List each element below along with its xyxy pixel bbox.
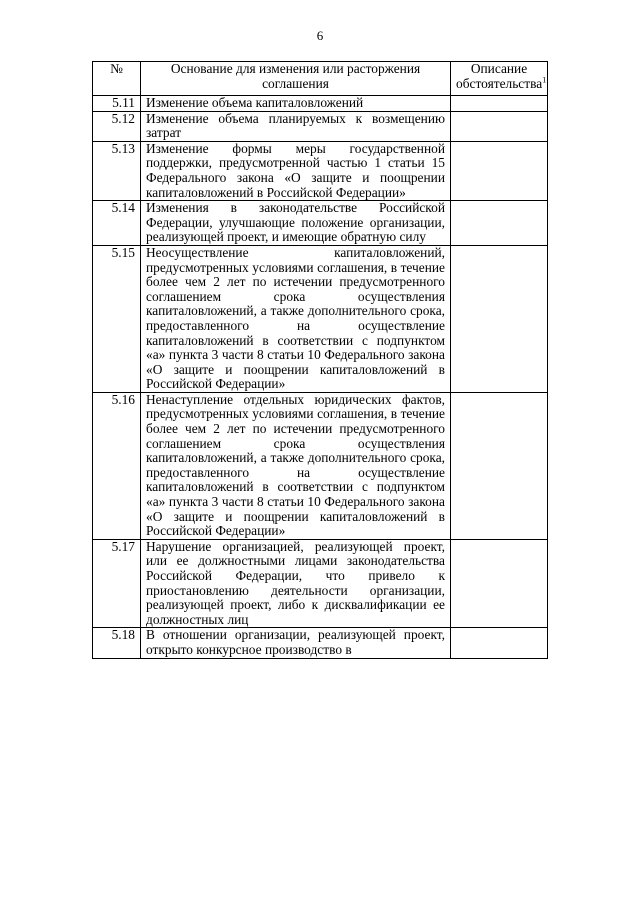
header-basis: Основание для изменения или расторжения соглашения	[141, 62, 451, 96]
row-description	[451, 392, 548, 539]
row-description	[451, 141, 548, 200]
row-number: 5.17	[93, 539, 141, 628]
table-row	[93, 96, 548, 112]
table-row	[93, 141, 548, 200]
table-row	[93, 539, 548, 628]
row-basis: В отношении организации, реализующей проект, открыто конкурсное производство в	[141, 628, 451, 658]
footnote-marker: 1	[542, 75, 547, 85]
row-number: 5.18	[93, 628, 141, 658]
page-number: 6	[316, 28, 324, 43]
row-number: 5.13	[93, 141, 141, 200]
table-row	[93, 392, 548, 539]
row-basis: Неосуществление капиталовложений, предусмотренных условиями соглашения, в течение более чем 2 лет по истечении предусмотренного соглашением срока осуществления капиталовложений, а также дополнительного срока, предоставленного на осуществление капиталовложений в соответствии с подпунктом «а» пункта 3 части 8 статьи 10 Федерального закона «О защите и поощрении капиталовложений в Российской Федерации»	[141, 245, 451, 392]
row-description	[451, 111, 548, 141]
row-number: 5.12	[93, 111, 141, 141]
table-row	[93, 245, 548, 392]
row-basis: Изменение формы меры государственной поддержки, предусмотренной частью 1 статьи 15 Федерального закона «О защите и поощрении капиталовложений в Российской Федерации»	[141, 141, 451, 200]
row-number: 5.14	[93, 201, 141, 246]
row-basis: Изменения в законодательстве Российской Федерации, улучшающие положение организации, реализующей проект, и имеющие обратную силу	[141, 201, 451, 246]
amendment-grounds-table	[92, 61, 548, 659]
row-number: 5.16	[93, 392, 141, 539]
table-row	[93, 201, 548, 246]
row-description	[451, 539, 548, 628]
row-basis: Нарушение организацией, реализующей проект, или ее должностными лицами законодательства Российской Федерации, что привело к приостановлению деятельности организации, реализующей проект, либо к дисквалификации ее должностных лиц	[141, 539, 451, 628]
row-basis: Изменение объема планируемых к возмещению затрат	[141, 111, 451, 141]
header-number: №	[93, 62, 141, 96]
header-description-text: Описание обстоятельства	[456, 61, 543, 91]
table-row	[93, 111, 548, 141]
row-number: 5.15	[93, 245, 141, 392]
row-description	[451, 201, 548, 246]
row-basis: Ненаступление отдельных юридических фактов, предусмотренных условиями соглашения, в течение более чем 2 лет по истечении предусмотренного соглашением срока осуществления капиталовложений, а также дополнительного срока, предоставленного на осуществление капиталовложений в соответствии с подпунктом «а» пункта 3 части 8 статьи 10 Федерального закона «О защите и поощрении капиталовложений в Российской Федерации»	[141, 392, 451, 539]
row-basis: Изменение объема капиталовложений	[141, 96, 451, 112]
header-description	[451, 62, 548, 96]
row-description	[451, 96, 548, 112]
row-number: 5.11	[93, 96, 141, 112]
table-header-row	[93, 62, 548, 96]
row-description	[451, 628, 548, 658]
row-description	[451, 245, 548, 392]
table-row	[93, 628, 548, 658]
